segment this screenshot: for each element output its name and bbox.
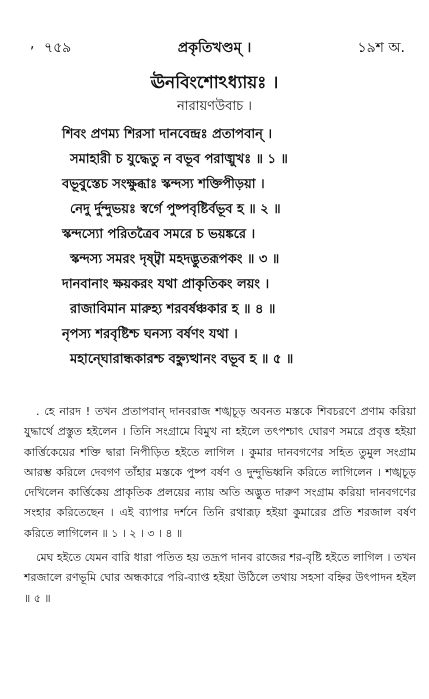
verse-line: মহান্ঘোরান্ধকারশ্চ বহ্ন্যুত্থানং বভূব হ ॥ ৫ ॥ — [70, 352, 294, 367]
verse-line: নেদু র্দুন্দুভয়ঃ স্বর্গে পুষ্পবৃষ্টির্বভূব হ ॥ ২ ॥ — [70, 202, 281, 217]
speaker-line: নারায়ণউবাচ । — [177, 99, 252, 114]
commentary-block — [24, 402, 416, 609]
verse-line: স্কন্দস্যো পরিতত্রৈব সমরে চ ভয়ঙ্করে । — [62, 227, 256, 242]
chapter-label: ১৯শ অ. — [357, 40, 405, 56]
verse-line: দানবানাং ক্ষয়করং যথা প্রাকৃতিকং লয়ং । — [62, 277, 270, 292]
header-mark: , — [30, 36, 35, 52]
verse-line: স্কন্দস্য সমরং দৃষ্ট্বা মহদদ্ভুতরূপকং ॥ ৩ ॥ — [70, 252, 280, 267]
verse-line: নৃপস্য শরবৃষ্টিশ্চ ঘনস্য বর্ষণং যথা । — [62, 327, 238, 342]
commentary-paragraph: মেঘ হইতে যেমন বারি ধারা পতিত হয় তদ্রূপ দানব রাজের শর-বৃষ্টি হইতে লাগিল । তখন শরজালে রণভূমি ঘোর অন্ধকারে পরি-ব্যাপ্ত হইয়া উঠিলে তথায় সহসা বহ্নির উৎপাদন হইল ॥ ৫ ॥ — [24, 551, 416, 605]
verse-line: বভূবুস্তেচ সংক্ষুব্ধাঃ স্কন্দস্য শক্তিপীড়য়া । — [62, 177, 265, 192]
commentary-paragraph: . হে নারদ ! তখন প্রতাপবান্ দানবরাজ শঙ্খচূড় অবনত মস্তকে শিবচরণে প্রণাম করিয়া যুদ্ধার্থে প্রস্তুত হইলেন । তিনি সংগ্রামে বিমুখ না হইলে তৎপশ্চাৎ ঘোরণ সমরে প্রবৃত্ত হইয়া কার্ত্তিকেয়ের শক্তি দ্বারা নিপীড়িত হইতে লাগিল । কুমার দানবগণের সহিত তুমুল সংগ্রাম আরম্ভ করিলে দেবগণ তাঁহার মস্তকে পুষ্প বর্ষণ ও দুন্দুভিধ্বনি করিতে লাগিলেন । শঙ্খচূড় দেখিলেন কার্ত্তিকেয় প্রাকৃতিক প্রলয়ের ন্যায় অতি অদ্ভুত দারুণ সংগ্রাম করিয়া দানবগণের সংহার করিতেছেন । এই ব্যাপার দর্শনে তিনি রথারূঢ় হইয়া কুমারের প্রতি শরজাল বর্ষণ করিতে লাগিলেন ॥ ১ । ২ । ৩ । ৪ ॥ — [24, 405, 416, 540]
page-header — [0, 36, 429, 58]
page-number: ৭৫৯ — [44, 40, 72, 56]
verse-line: শিবং প্রণম্য শিরসা দানবেন্দ্রঃ প্রতাপবান্ । — [62, 127, 273, 142]
book-title: প্রকৃতিখণ্ডম্ । — [177, 40, 252, 56]
verse-line: রাজাবিমান মারুহ্য শরবর্ষঞ্চকার হ ॥ ৪ ॥ — [70, 302, 276, 317]
chapter-title: ঊনবিংশোঽধ্যায়ঃ । — [150, 73, 279, 93]
verse-line: সমাহারী চ যুদ্ধেতু ন বভূব পরাঙ্মুখঃ ॥ ১ ॥ — [70, 152, 288, 167]
verse-block — [62, 122, 412, 372]
